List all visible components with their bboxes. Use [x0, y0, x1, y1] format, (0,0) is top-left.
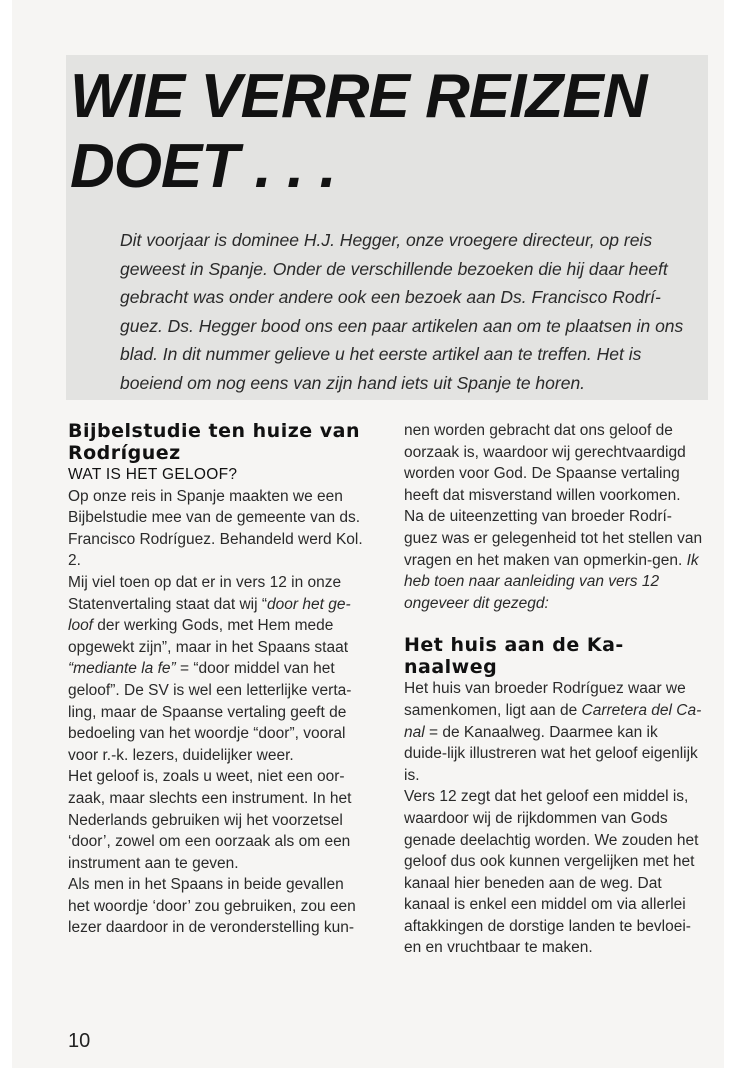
section-heading-bijbelstudie: Bijbelstudie ten huize van Rodríguez — [68, 420, 361, 464]
paragraph: Als men in het Spaans in beide gevallen het woordje ‘door’ zou gebruiken, zou een lezer daardoor in de veronderstelling kun- — [68, 876, 356, 937]
paragraph: Op onze reis in Spanje maakten we een Bijbelstudie mee van de gemeente van ds. Francisco Rodríguez. Behandeld werd Kol. 2. — [68, 487, 363, 570]
paragraph: Mij viel toen op dat er in vers 12 in onze Statenvertaling staat dat wij “door het ge-loof der werking Gods, met Hem mede opgewekt zijn”, maar in het Spaans staat “mediante la fe” = “door middel van het geloof”. De SV is wel een letterlijke verta-ling, maar de Spaanse vertaling geeft de bedoeling van het woordje “door”, vooral voor r.-k. lezers, duidelijker weer. — [68, 573, 352, 764]
paragraph: Het huis van broeder Rodríguez waar we samenkomen, ligt aan de Carretera del Ca-nal = de Kanaalweg. Daarmee kan ik duide-lijk illustreren wat het geloof eigenlijk is. — [404, 680, 702, 784]
title-line-2: DOET . . . — [70, 132, 336, 201]
intro-text: Dit voorjaar is dominee H.J. Hegger, onze vroegere directeur, op reis geweest in Spanje. Onder de verschillende bezoeken die hij daar heeft gebracht was onder andere ook een bezoek aan Ds. Francisco Rodrí-guez. Ds. Hegger bood ons een paar artikelen aan om te plaatsen in ons blad. In dit nummer gelieve u het eerste artikel aan te treffen. Het is boeiend om nog eens van zijn hand iets uit Spanje te horen. — [120, 230, 684, 393]
section-heading-kanaalweg: Het huis aan de Ka-naalweg — [404, 634, 624, 679]
paragraph: nen worden gebracht dat ons geloof de oorzaak is, waardoor wij gerechtvaardigd worden voor God. De Spaanse vertaling heeft dat misverstand willen voorkomen. Na de uiteenzetting van broeder Rodrí-guez was er gelegenheid tot het stellen van vragen en het maken van opmerkin-gen. Ik heb toen naar aanleiding van vers 12 ongeveer dit gezegd: — [404, 422, 703, 612]
paragraph: Het geloof is, zoals u weet, niet een oor-zaak, maar slechts een instrument. In het Nederlands gebruiken wij het voorzetsel ‘door’, zowel om een oorzaak als om een instrument aan te geven. — [68, 768, 352, 872]
left-column — [68, 420, 368, 939]
paragraph: Vers 12 zegt dat het geloof een middel is, waardoor wij de rijkdommen van Gods genade deelachtig worden. We zouden het geloof dus ook kunnen vergelijken met het kanaal hier beneden aan de weg. Dat kanaal is enkel een middel om via allerlei aftakkingen de dorstige landen te bevloei-en en vruchtbaar te maken. — [404, 788, 699, 957]
right-column — [404, 420, 704, 959]
title-line-1: WIE VERRE REIZEN — [70, 62, 647, 131]
subheading-geloof: WAT IS HET GELOOF? — [68, 466, 238, 483]
page-number: 10 — [68, 1030, 91, 1052]
article-title — [70, 62, 710, 202]
